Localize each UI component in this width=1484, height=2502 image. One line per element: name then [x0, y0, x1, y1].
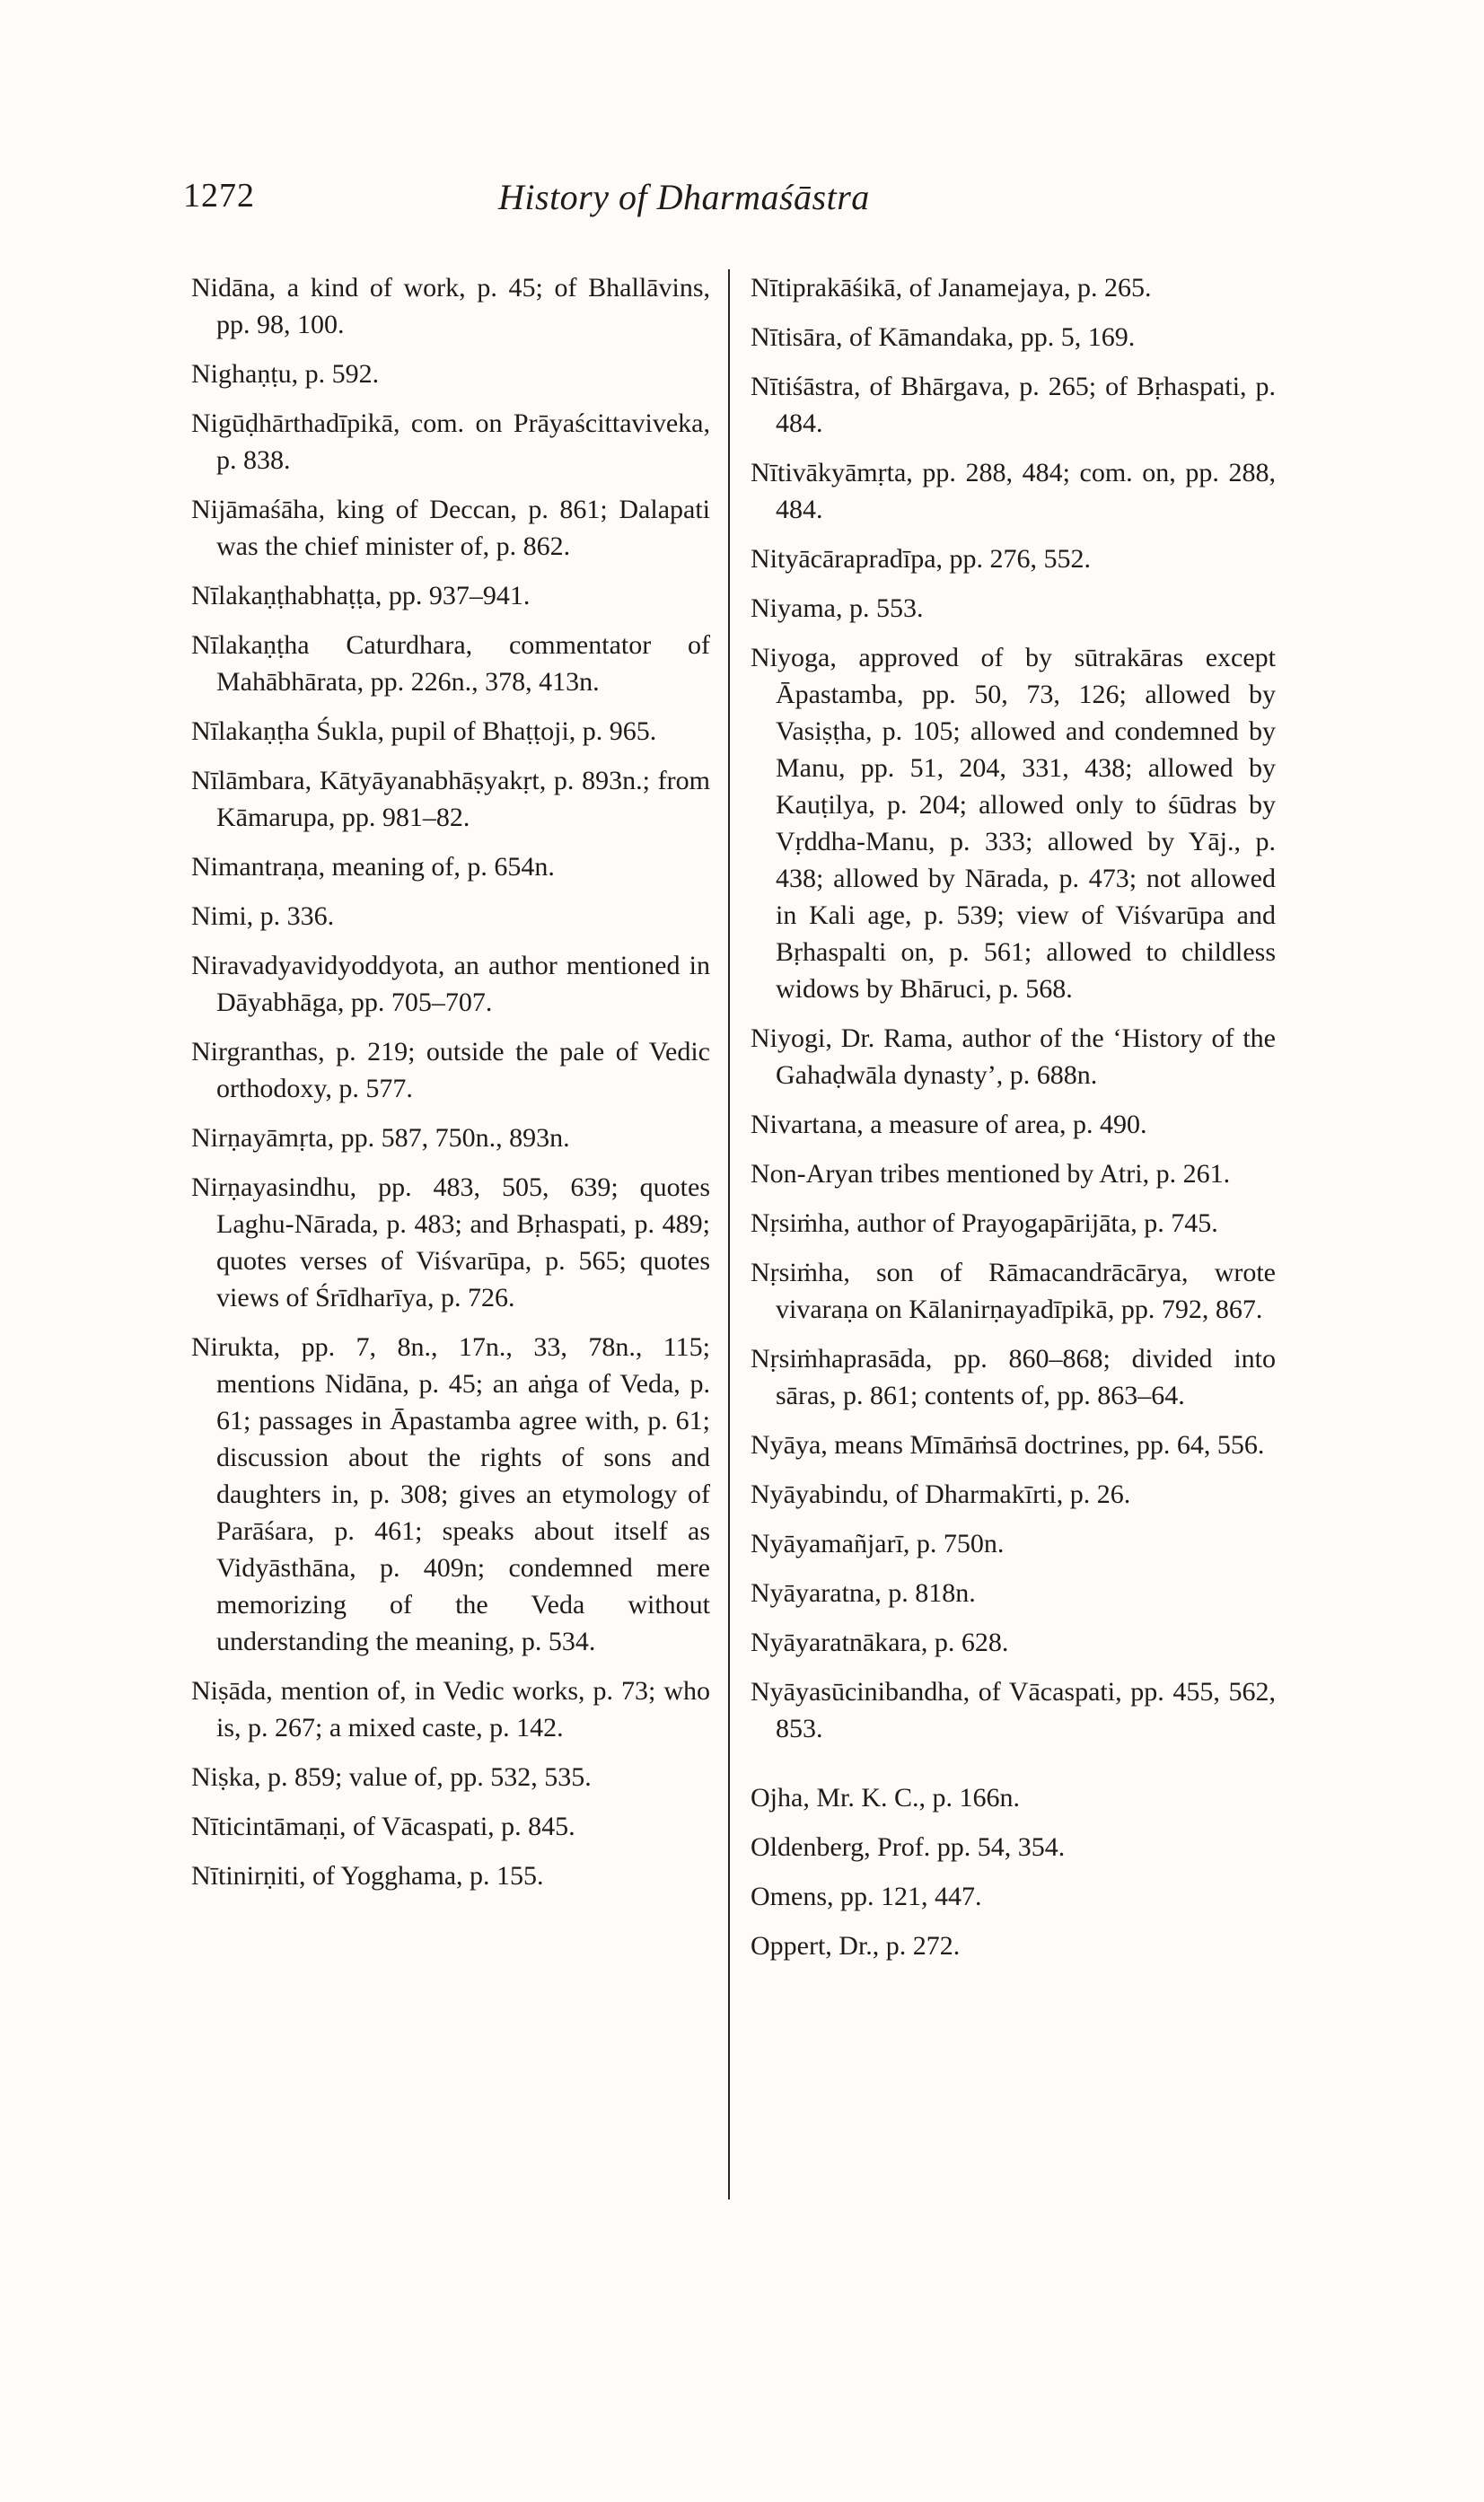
index-entry: Nīlāmbara, Kātyāyanabhāṣyakṛt, p. 893n.; from Kāmarupa, pp. 981–82. [191, 766, 710, 832]
index-entry: Nirukta, pp. 7, 8n., 17n., 33, 78n., 115; mentions Nidāna, p. 45; an aṅga of Veda, p. 61; passages in Āpastamba agree with, p. 61; discussion about the rights of sons and daughters in, p. 308; gives an etymology of Parāśara, p. 461; speaks about itself as Vidyāsthāna, p. 409n; condemned mere memorizing of the Veda without understanding the meaning, p. 534. [191, 1332, 710, 1656]
index-entry: Nijāmaśāha, king of Deccan, p. 861; Dalapati was the chief minister of, p. 862. [191, 495, 710, 561]
index-entry: Niravadyavidyoddyota, an author mentioned in Dāyabhāga, pp. 705–707. [191, 951, 710, 1017]
index-entry: Omens, pp. 121, 447. [751, 1882, 982, 1911]
index-entry: Niyoga, approved of by sūtrakāras except Āpastamba, pp. 50, 73, 126; allowed by Vasiṣṭha, p. 105; allowed and condemned by Manu, pp. 51, 204, 331, 438; allowed by Kauṭilya, p. 204; allowed only to śūdras by Vṛddha-Manu, p. 333; allowed by Yāj., p. 438; allowed by Nārada, p. 473; not allowed in Kali age, p. 539; view of Viśvarūpa and Bṛhaspalti on, p. 561; allowed to childless widows by Bhāruci, p. 568. [751, 643, 1276, 1004]
index-entry: Nṛsiṁhaprasāda, pp. 860–868; divided into sāras, p. 861; contents of, pp. 863–64. [751, 1344, 1276, 1410]
section-gap [751, 1760, 1276, 1779]
index-entry: Nirgranthas, p. 219; outside the pale of Vedic orthodoxy, p. 577. [191, 1037, 710, 1103]
index-entry: Nyāyasūcinibandha, of Vācaspati, pp. 455, 562, 853. [751, 1677, 1276, 1743]
index-entry: Nīlakaṇṭha Caturdhara, commentator of Mahābhārata, pp. 226n., 378, 413n. [191, 630, 710, 697]
index-entry: Nītiśāstra, of Bhārgava, p. 265; of Bṛhaspati, p. 484. [751, 372, 1276, 438]
index-entry: Nṛsiṁha, son of Rāmacandrācārya, wrote vivaraṇa on Kālanirṇayadīpikā, pp. 792, 867. [751, 1258, 1276, 1324]
index-entry: Nighaṇṭu, p. 592. [191, 359, 380, 389]
index-entry: Niyama, p. 553. [751, 593, 924, 623]
index-entry: Niyogi, Dr. Rama, author of the ‘History of the Gahaḍwāla dynasty’, p. 688n. [751, 1023, 1276, 1090]
index-entry: Nītinirṇiti, of Yogghama, p. 155. [191, 1861, 544, 1891]
index-entry: Nirṇayasindhu, pp. 483, 505, 639; quotes Laghu-Nārada, p. 483; and Bṛhaspati, p. 489; quotes verses of Viśvarūpa, p. 565; quotes views of Śrīdharīya, p. 726. [191, 1172, 710, 1312]
index-entry: Oldenberg, Prof. pp. 54, 354. [751, 1832, 1066, 1862]
index-entry: Nṛsiṁha, author of Prayogapārijāta, p. 745. [751, 1208, 1218, 1238]
index-entry: Nityācārapradīpa, pp. 276, 552. [751, 544, 1092, 574]
index-column-right [751, 269, 1276, 1977]
index-entry: Nyāyabindu, of Dharmakīrti, p. 26. [751, 1479, 1131, 1509]
index-entry: Oppert, Dr., p. 272. [751, 1931, 961, 1961]
index-entry: Nyāyaratna, p. 818n. [751, 1578, 976, 1608]
index-entry: Nigūḍhārthadīpikā, com. on Prāyaścittaviveka, p. 838. [191, 408, 710, 475]
index-entry: Nyāya, means Mīmāṁsā doctrines, pp. 64, 556. [751, 1430, 1265, 1460]
index-entry: Nītiprakāśikā, of Janamejaya, p. 265. [751, 273, 1152, 303]
index-entry: Non-Aryan tribes mentioned by Atri, p. 261. [751, 1159, 1231, 1189]
index-entry: Nyāyamañjarī, p. 750n. [751, 1529, 1005, 1558]
index-entry: Nimi, p. 336. [191, 901, 335, 931]
index-entry: Ojha, Mr. K. C., p. 166n. [751, 1783, 1020, 1813]
index-entry: Nyāyaratnākara, p. 628. [751, 1628, 1009, 1657]
index-entry: Nīlakaṇṭha Śukla, pupil of Bhaṭṭoji, p. 965. [191, 716, 657, 746]
index-entry: Nirṇayāmṛta, pp. 587, 750n., 893n. [191, 1123, 570, 1153]
index-entry: Nītisāra, of Kāmandaka, pp. 5, 169. [751, 322, 1136, 352]
index-entry: Nīlakaṇṭhabhaṭṭa, pp. 937–941. [191, 581, 531, 610]
running-title: History of Dharmaśāstra [498, 177, 870, 217]
column-divider [728, 269, 730, 2199]
index-entry: Niṣka, p. 859; value of, pp. 532, 535. [191, 1762, 592, 1792]
index-entry: Niṣāda, mention of, in Vedic works, p. 73; who is, p. 267; a mixed caste, p. 142. [191, 1676, 710, 1743]
index-entry: Nīticintāmaṇi, of Vācaspati, p. 845. [191, 1812, 575, 1841]
index-column-left [191, 269, 710, 1907]
index-entry: Nītivākyāmṛta, pp. 288, 484; com. on, pp. 288, 484. [751, 458, 1276, 524]
index-entry: Nidāna, a kind of work, p. 45; of Bhallāvins, pp. 98, 100. [191, 273, 710, 339]
index-entry: Nimantraṇa, meaning of, p. 654n. [191, 852, 555, 882]
index-entry: Nivartana, a measure of area, p. 490. [751, 1110, 1147, 1139]
page-number: 1272 [183, 177, 255, 215]
